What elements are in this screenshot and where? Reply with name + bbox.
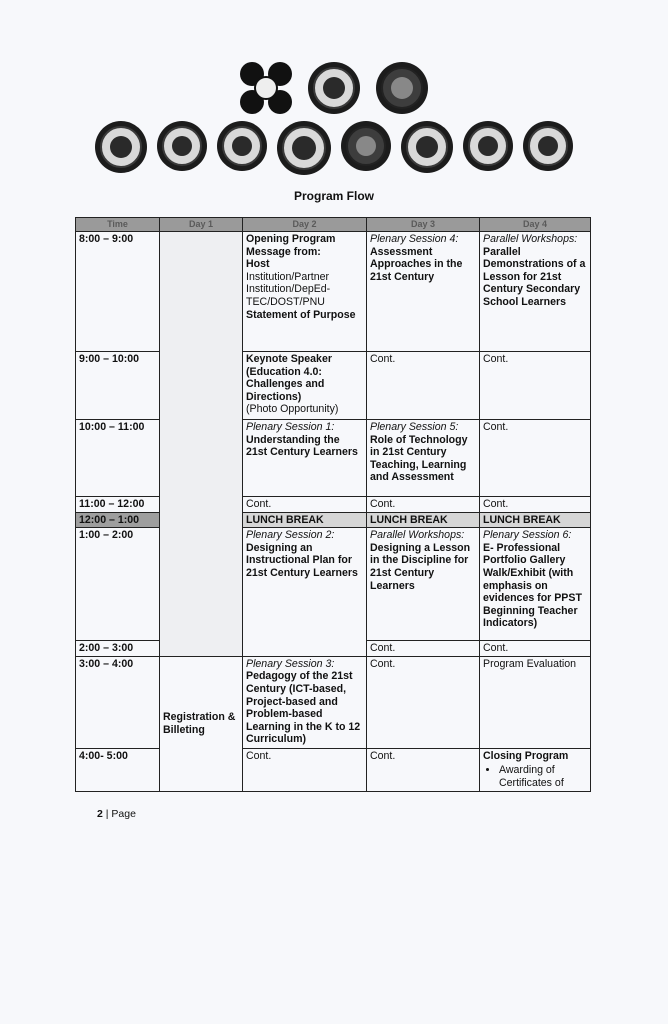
day3-cell: Parallel Workshops: Designing a Lesson in the Discipline for 21st Century Learners [367,528,480,641]
day2-cell: Keynote Speaker (Education 4.0: Challenges and Directions) (Photo Opportunity) [243,352,367,420]
day4-cell: Parallel Workshops: Parallel Demonstrations of a Lesson for 21st Century Secondary School Learners [480,232,591,352]
time-cell: 4:00- 5:00 [76,748,160,791]
time-cell: 11:00 – 12:00 [76,497,160,513]
header-time: Time [76,218,160,232]
table-row [76,232,591,352]
day3-cell: Plenary Session 5: Role of Technology in 21st Century Teaching, Learning and Assessment [367,420,480,497]
day2-cell: Plenary Session 2: Designing an Instructional Plan for 21st Century Learners [243,528,367,657]
table-row [76,748,591,791]
time-cell: 1:00 – 2:00 [76,528,160,641]
day4-cell: Cont. [480,420,591,497]
table-row [76,420,591,497]
header-day-1: Day 1 [160,218,243,232]
logo-row-bottom [0,121,668,175]
day3-cell: Plenary Session 4: Assessment Approaches in the 21st Century [367,232,480,352]
lunch-break-cell: LUNCH BREAK [480,512,591,528]
day3-cell: Cont. [367,656,480,748]
lunch-break-cell: LUNCH BREAK [243,512,367,528]
program-flow-table [75,217,591,792]
footer-separator: | [102,808,112,820]
lunch-break-cell: LUNCH BREAK [367,512,480,528]
table-row [76,528,591,641]
logo-row-top [0,62,668,114]
day3-cell: Cont. [367,641,480,657]
list-item: • Awarding of Certificates of [499,764,587,789]
closing-program-list [483,764,587,789]
day4-cell: Cont. [480,641,591,657]
university-seal-4-logo [277,121,331,175]
time-cell: 3:00 – 4:00 [76,656,160,748]
deped-clover-logo [240,62,292,114]
header-day-3: Day 3 [367,218,480,232]
university-seal-8-logo [523,121,573,171]
day2-cell: Cont. [243,497,367,513]
table-row [76,656,591,748]
day1-empty-cell [160,232,243,657]
registration-cell: Registration & Billeting [160,656,243,791]
header-day-2: Day 2 [243,218,367,232]
page-number: 2 [97,808,103,820]
footer-label: Page [111,808,136,820]
page-footer [97,808,136,820]
header-day-4: Day 4 [480,218,591,232]
day2-cell: Cont. [243,748,367,791]
university-seal-6-logo [401,121,453,173]
day4-cell: Program Evaluation [480,656,591,748]
time-cell: 8:00 – 9:00 [76,232,160,352]
table-row [76,352,591,420]
page-title: Program Flow [293,189,374,203]
day2-cell: Plenary Session 1: Understanding the 21st Century Learners [243,420,367,497]
time-cell: 12:00 – 1:00 [76,512,160,528]
day4-cell: Plenary Session 6: E- Professional Portfolio Gallery Walk/Exhibit (with emphasis on evidences for PPST Beginning Teacher Indicators) [480,528,591,641]
day2-cell: Opening Program Message from: Host Institution/Partner Institution/DepEd-TEC/DOST/PNU Statement of Purpose [243,232,367,352]
day3-cell: Cont. [367,352,480,420]
table-row [76,497,591,513]
day2-cell: Plenary Session 3: Pedagogy of the 21st Century (ICT-based, Project-based and Problem-based Learning in the K to 12 Curriculum) [243,656,367,748]
university-seal-5-logo [341,121,391,171]
university-seal-2-logo [157,121,207,171]
day4-cell: Cont. [480,497,591,513]
table-row [76,512,591,528]
time-cell: 2:00 – 3:00 [76,641,160,657]
deped-seal-logo [308,62,360,114]
university-seal-7-logo [463,121,513,171]
university-seal-3-logo [217,121,267,171]
table-header-row [76,218,591,232]
university-seal-1-logo [95,121,147,173]
day3-cell: Cont. [367,497,480,513]
day4-cell: Cont. [480,352,591,420]
day4-cell: Closing Program • Awarding of Certificates of [480,748,591,791]
partner-seal-logo [376,62,428,114]
time-cell: 10:00 – 11:00 [76,420,160,497]
day3-cell: Cont. [367,748,480,791]
time-cell: 9:00 – 10:00 [76,352,160,420]
